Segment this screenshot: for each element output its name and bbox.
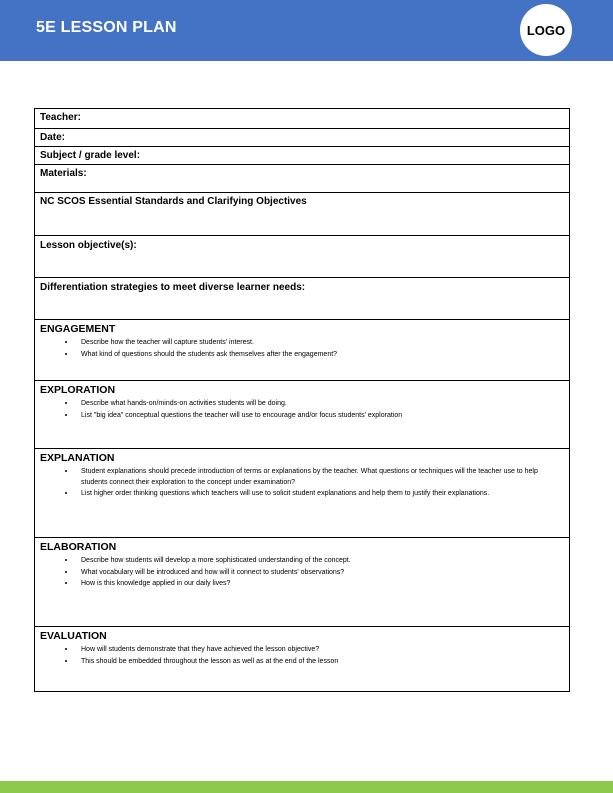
list-item: • List "big idea" conceptual questions the teacher will use to encourage and/or focus students' exploration [76, 410, 564, 422]
list-item: • What vocabulary will be introduced and how will it connect to students' observations? [76, 567, 564, 579]
section-title: ELABORATION [40, 541, 117, 553]
elaboration-section[interactable] [35, 538, 569, 627]
engagement-section[interactable] [35, 320, 569, 381]
teacher-label: Teacher: [40, 112, 81, 123]
objective-row[interactable] [35, 236, 569, 278]
logo-text: LOGO [526, 22, 566, 38]
materials-row[interactable] [35, 165, 569, 193]
explanation-section[interactable] [35, 449, 569, 538]
list-item: • This should be embedded throughout the lesson as well as at the end of the lesson [76, 656, 564, 668]
list-item: • List higher order thinking questions which teachers will use to solicit student explanations and help them to justify their explanations. [76, 488, 564, 500]
list-item: • Describe what hands-on/minds-on activities students will be doing. [76, 398, 564, 410]
footer-bar [0, 781, 613, 793]
section-title: EVALUATION [40, 630, 107, 642]
list-item: • What kind of questions should the students ask themselves after the engagement? [76, 349, 564, 361]
bullet-list [40, 555, 564, 590]
subject-label: Subject / grade level: [40, 150, 141, 161]
list-item: • Describe how the teacher will capture students' interest. [76, 337, 564, 349]
header-bar [0, 0, 613, 61]
list-item: • How will students demonstrate that they have achieved the lesson objective? [76, 644, 564, 656]
logo-placeholder [520, 4, 572, 56]
subject-row[interactable] [35, 147, 569, 165]
bullet-list [40, 398, 564, 421]
bullet-list [40, 644, 564, 667]
list-item: • Student explanations should precede introduction of terms or explanations by the teacher. What questions or techniques will the teacher use to help students connect their exploration to the concept under examination? [76, 466, 564, 488]
standards-label: NC SCOS Essential Standards and Clarifying Objectives [40, 196, 307, 207]
objective-label: Lesson objective(s): [40, 240, 137, 251]
differentiation-row[interactable] [35, 278, 569, 320]
bullet-list [40, 466, 564, 500]
differentiation-label: Differentiation strategies to meet diverse learner needs: [40, 282, 306, 293]
section-title: ENGAGEMENT [40, 323, 116, 335]
section-title: EXPLANATION [40, 452, 115, 464]
standards-row[interactable] [35, 193, 569, 236]
page-title: 5E LESSON PLAN [36, 19, 177, 36]
section-title: EXPLORATION [40, 384, 116, 396]
teacher-row[interactable] [35, 109, 569, 129]
list-item: • Describe how students will develop a more sophisticated understanding of the concept. [76, 555, 564, 567]
date-label: Date: [40, 132, 66, 143]
evaluation-section[interactable] [35, 627, 569, 692]
exploration-section[interactable] [35, 381, 569, 449]
list-item: • How is this knowledge applied in our daily lives? [76, 578, 564, 590]
materials-label: Materials: [40, 168, 87, 179]
bullet-list [40, 337, 564, 360]
date-row[interactable] [35, 129, 569, 147]
lesson-plan-table [34, 108, 570, 692]
